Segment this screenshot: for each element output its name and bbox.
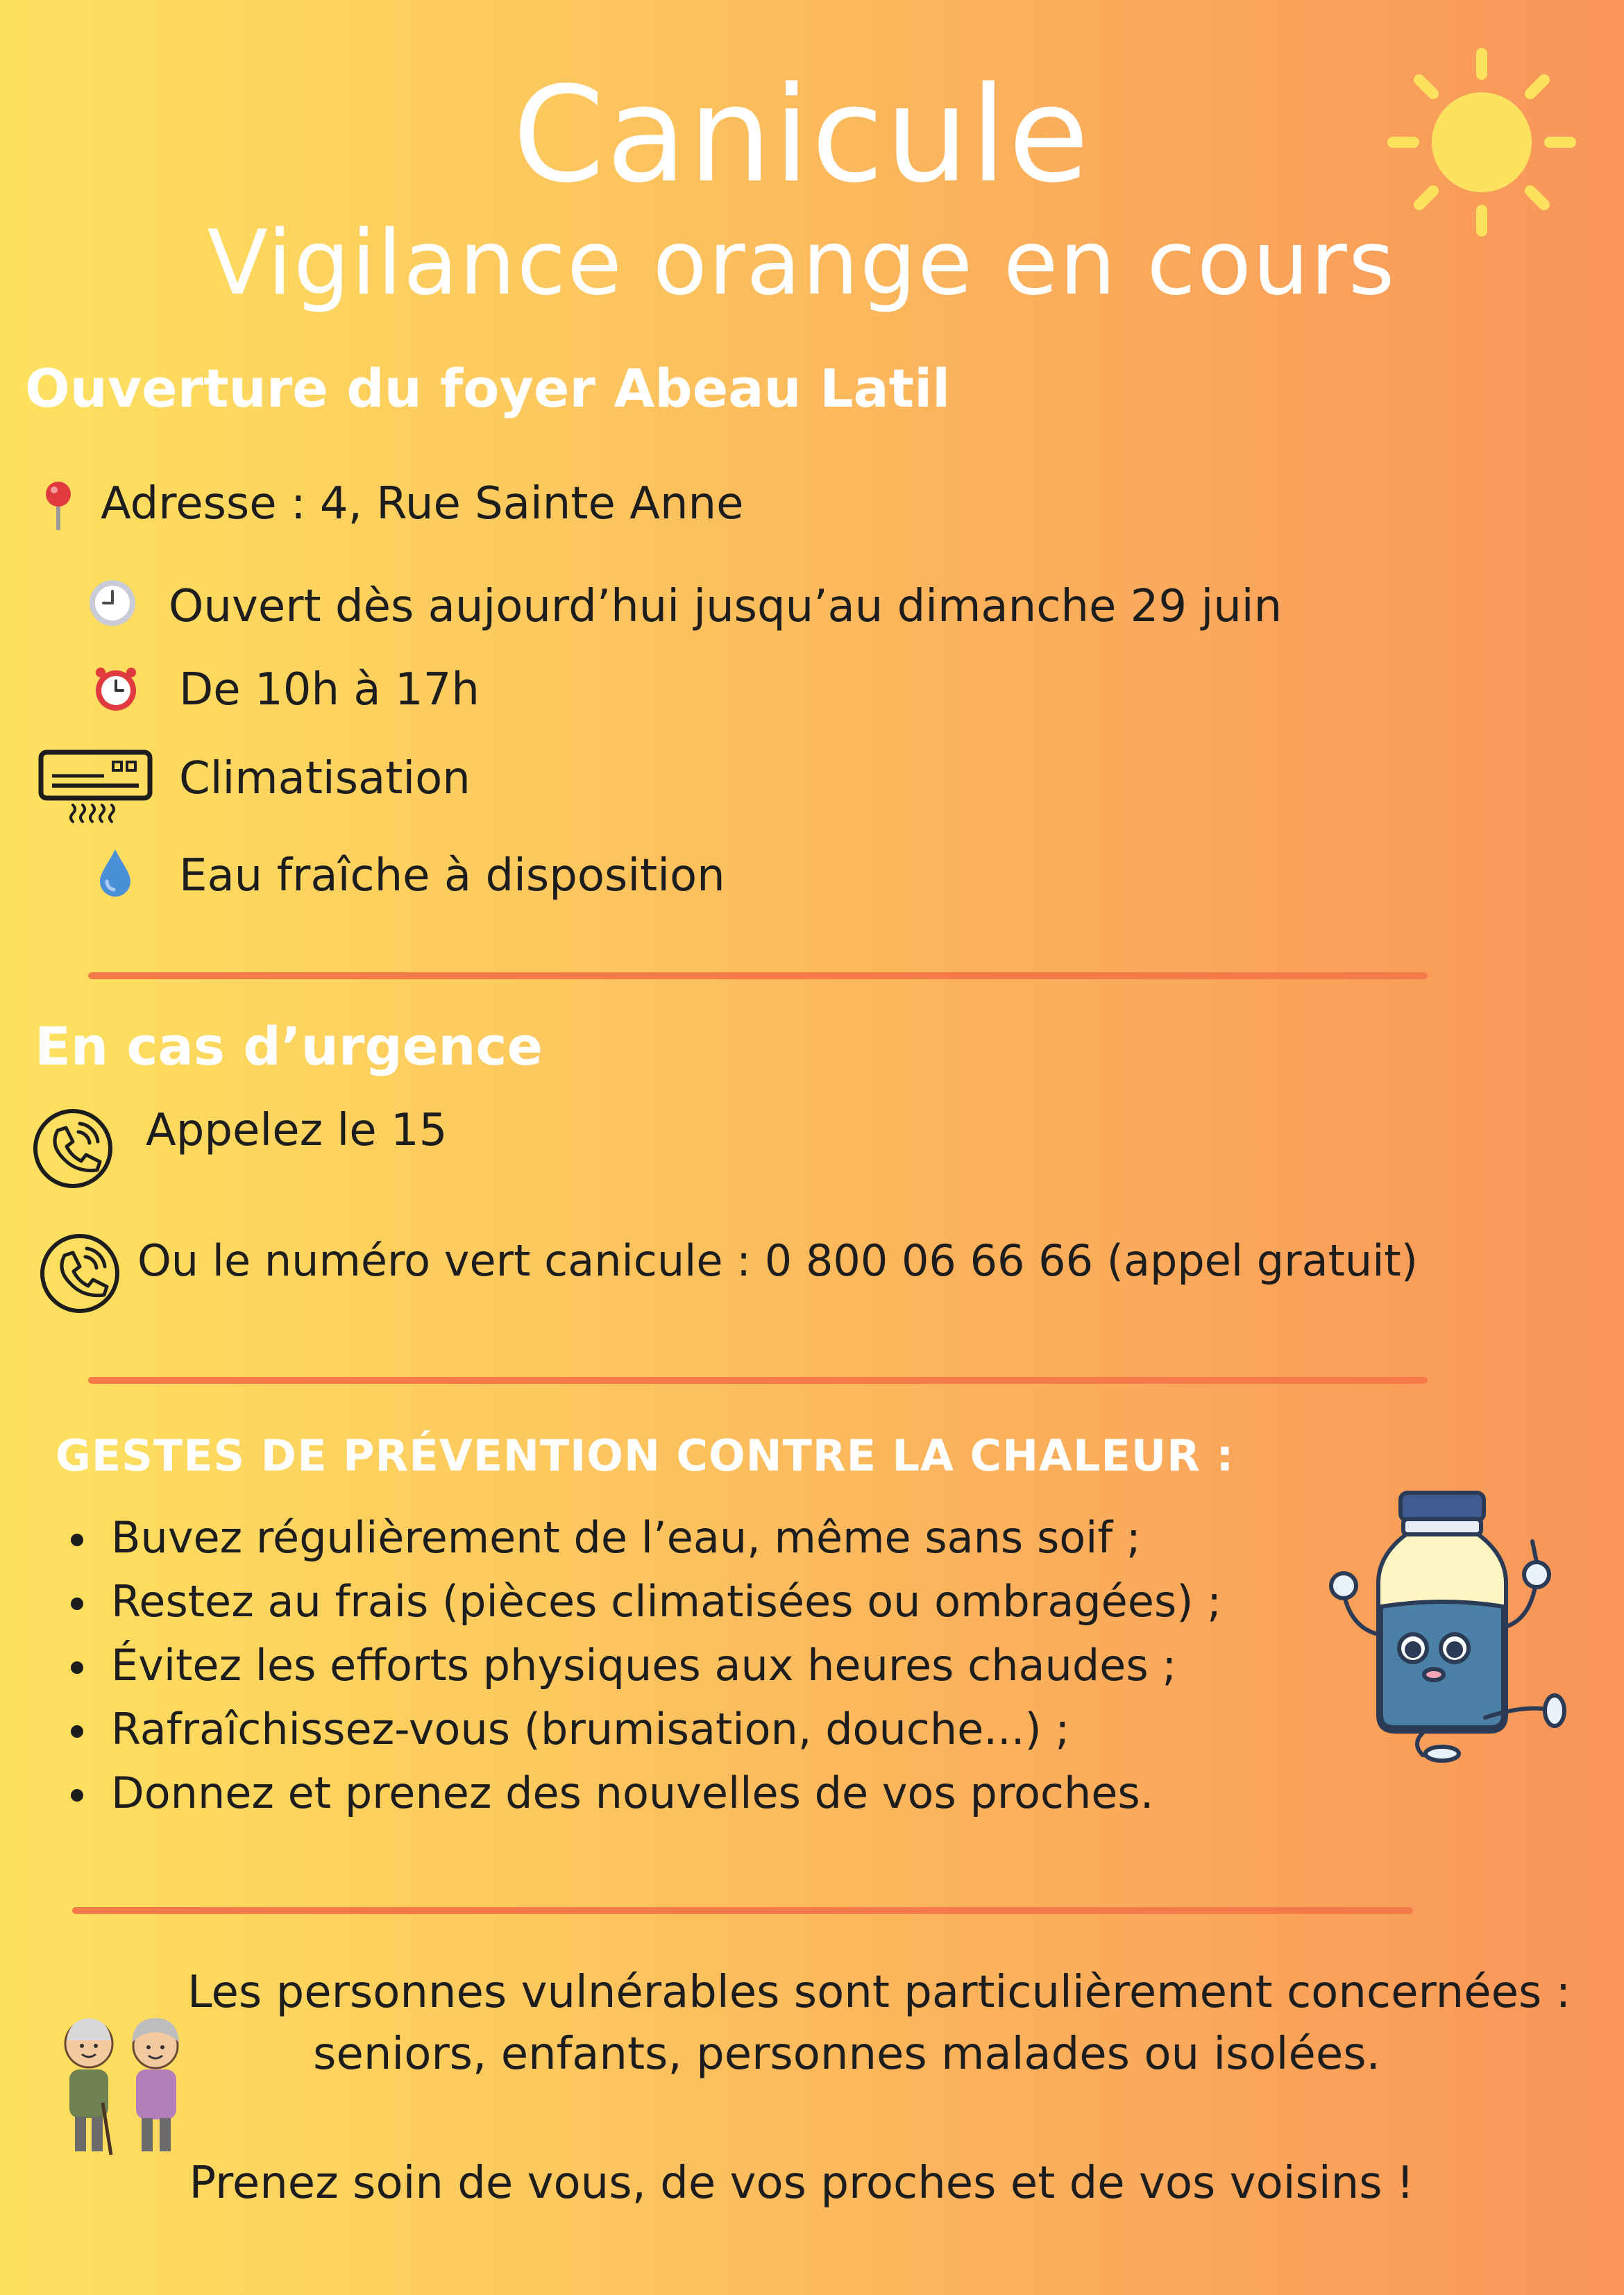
phone-icon xyxy=(31,1107,115,1190)
alarm-clock-icon xyxy=(92,665,140,713)
sun-icon xyxy=(1385,45,1579,239)
list-item: Buvez régulièrement de l’eau, même sans soif ; xyxy=(62,1506,1221,1570)
prevention-heading: GESTES DE PRÉVENTION CONTRE LA CHALEUR : xyxy=(56,1430,1235,1481)
clock-icon xyxy=(87,577,138,629)
call-15-text: Appelez le 15 xyxy=(146,1105,448,1156)
divider xyxy=(72,1907,1413,1914)
air-conditioner-icon xyxy=(38,750,153,831)
water-text: Eau fraîche à disposition xyxy=(179,850,725,901)
green-number-text: Ou le numéro vert canicule : 0 800 06 66 66 (appel gratuit) xyxy=(137,1235,1418,1286)
vulnerable-text-line-1: Les personnes vulnérables sont particulièrement concernées : xyxy=(187,1967,1571,2018)
open-until-text: Ouvert dès aujourd’hui jusqu’au dimanche 29 juin xyxy=(169,581,1283,632)
phone-icon xyxy=(38,1232,121,1315)
prevention-list xyxy=(62,1506,1221,1825)
address-text: Adresse : 4, Rue Sainte Anne xyxy=(101,478,744,530)
vulnerable-text-line-2: seniors, enfants, personnes malades ou isolées. xyxy=(313,2029,1380,2080)
list-item: Donnez et prenez des nouvelles de vos proches. xyxy=(62,1761,1221,1825)
elderly-couple-icon xyxy=(54,2013,193,2162)
page-subtitle: Vigilance orange en cours xyxy=(207,212,1396,315)
ac-text: Climatisation xyxy=(179,753,471,804)
pin-icon xyxy=(43,479,74,530)
closing-message: Prenez soin de vous, de vos proches et de vos voisins ! xyxy=(189,2158,1414,2209)
list-item: Évitez les efforts physiques aux heures chaudes ; xyxy=(62,1634,1221,1697)
page-title: Canicule xyxy=(512,58,1091,212)
divider xyxy=(88,1377,1428,1384)
hours-text: De 10h à 17h xyxy=(179,664,480,715)
list-item: Restez au frais (pièces climatisées ou ombragées) ; xyxy=(62,1570,1221,1634)
foyer-heading: Ouverture du foyer Abeau Latil xyxy=(25,357,951,419)
urgence-heading: En cas d’urgence xyxy=(35,1015,543,1077)
water-drop-icon xyxy=(96,847,135,899)
divider xyxy=(88,972,1428,979)
list-item: Rafraîchissez-vous (brumisation, douche...) ; xyxy=(62,1697,1221,1761)
water-bottle-mascot-icon xyxy=(1326,1489,1568,1763)
